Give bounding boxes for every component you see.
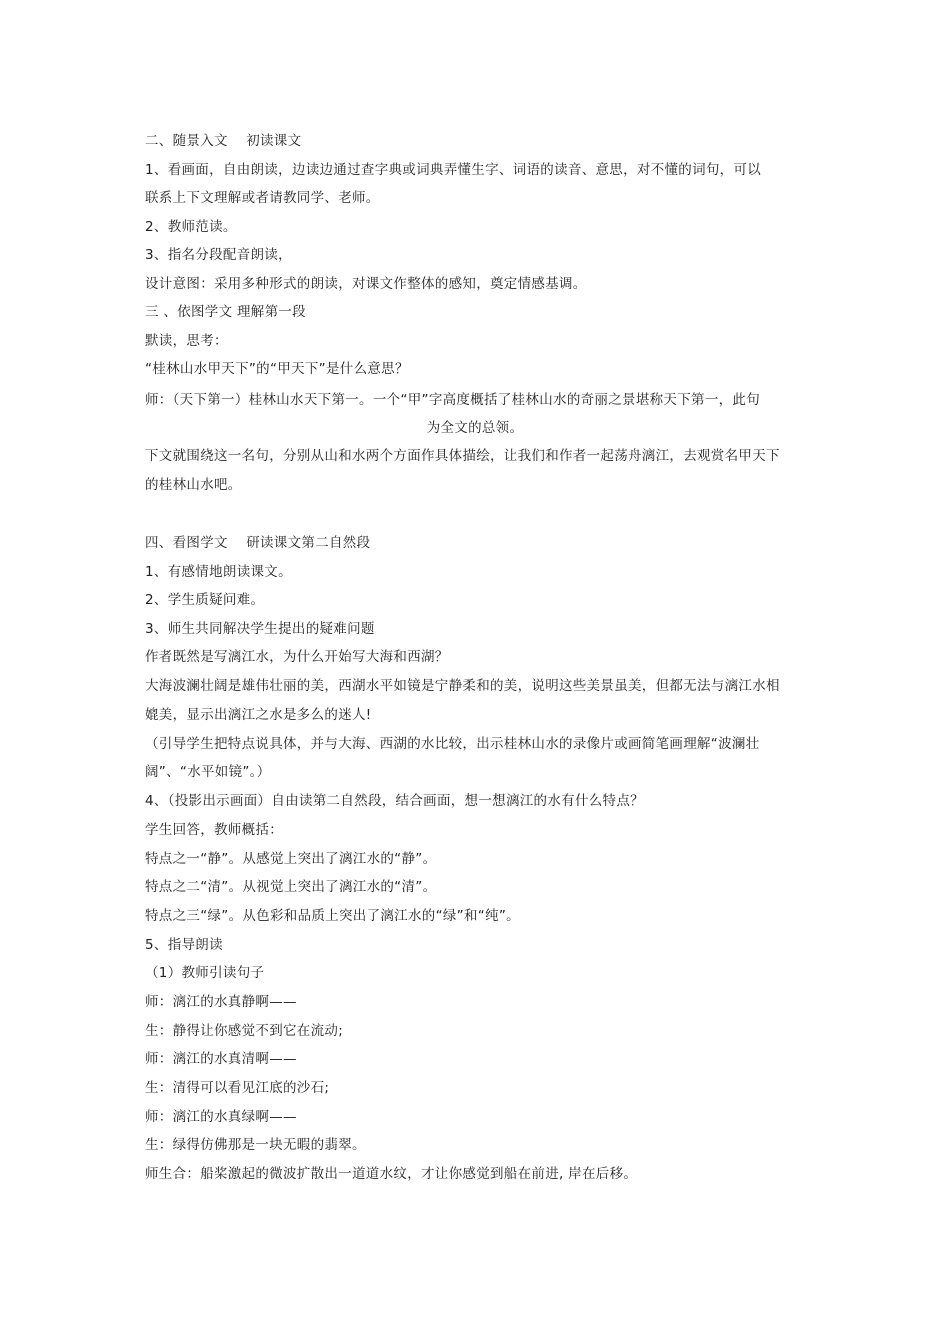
paragraph-line: 阔”、“水平如镜”。）: [145, 764, 271, 780]
dialogue-line: 生：清得可以看见江底的沙石;: [145, 1080, 330, 1096]
paragraph-line: 师：（天下第一）桂林山水天下第一。一个“甲”字高度概括了桂林山水的奇丽之景堪称天下第一，此句: [145, 392, 761, 408]
heading-section-4: 四、看图学文 研读课文第二自然段: [145, 535, 371, 551]
paragraph-line: 联系上下文理解或者请教同学、老师。: [145, 190, 380, 206]
dialogue-line: 师生合：船桨激起的微波扩散出一道道水纹，才让你感觉到船在前进, 岸在后移。: [145, 1166, 638, 1182]
feature-line: 特点之三“绿”。从色彩和品质上突出了漓江水的“绿”和“纯”。: [145, 908, 520, 924]
feature-line: 特点之一“静”。从感觉上突出了漓江水的“静”。: [145, 851, 437, 867]
paragraph-line: 学生回答，教师概括：: [145, 822, 283, 838]
question-line: 作者既然是写漓江水，为什么开始写大海和西湖？: [145, 649, 449, 665]
dialogue-line: 生：绿得仿佛那是一块无暇的翡翠。: [145, 1137, 366, 1153]
list-item: 4、（投影出示画面）自由读第二自然段，结合画面，想一想漓江的水有什么特点？: [145, 793, 644, 809]
dialogue-line: 师：漓江的水真清啊——: [145, 1051, 297, 1067]
dialogue-line: 师：漓江的水真静啊——: [145, 994, 297, 1010]
paragraph-line: 下文就围绕这一名句，分别从山和水两个方面作具体描绘，让我们和作者一起荡舟漓江，去观赏名甲天下: [145, 448, 780, 464]
paragraph-line: 默读，思考：: [145, 333, 228, 349]
dialogue-line: 生：静得让你感觉不到它在流动;: [145, 1023, 344, 1039]
list-item: 5、指导朗读: [145, 937, 223, 953]
paragraph-line: 的桂林山水吧。: [145, 477, 242, 493]
paragraph-line: 2、教师范读。: [145, 219, 237, 235]
list-item: 3、师生共同解决学生提出的疑难问题: [145, 621, 375, 637]
dialogue-line: 师：漓江的水真绿啊——: [145, 1109, 297, 1125]
paragraph-line: 大海波澜壮阔是雄伟壮丽的美，西湖水平如镜是宁静柔和的美，说明这些美景虽美，但都无法与漓江水相: [145, 678, 780, 694]
paragraph-line: 1、看画面，自由朗读，边读边通过查字典或词典弄懂生字、词语的读音、意思，对不懂的词句，可以: [145, 162, 762, 178]
list-item: 1、有感情地朗读课文。: [145, 564, 292, 580]
heading-section-2: 二、随景入文 初读课文: [145, 133, 302, 149]
heading-section-3: 三 、依图学文 理解第一段: [145, 304, 306, 320]
design-intent: 设计意图：采用多种形式的朗读，对课文作整体的感知，奠定情感基调。: [145, 276, 587, 292]
list-item: 2、学生质疑问难。: [145, 592, 265, 608]
paragraph-line: （引导学生把特点说具体，并与大海、西湖的水比较，出示桂林山水的录像片或画简笔画理解“波澜壮: [145, 736, 760, 752]
paragraph-line-centered: 为全文的总领。: [426, 420, 524, 436]
feature-line: 特点之二“清”。从视觉上突出了漓江水的“清”。: [145, 879, 437, 895]
paragraph-line: 媲美，显示出漓江之水是多么的迷人!: [145, 707, 372, 723]
paragraph-line: 3、指名分段配音朗读，: [145, 247, 292, 263]
list-item: （1）教师引读句子: [145, 965, 265, 981]
question-line: “桂林山水甲天下”的“甲天下”是什么意思？: [145, 361, 409, 377]
